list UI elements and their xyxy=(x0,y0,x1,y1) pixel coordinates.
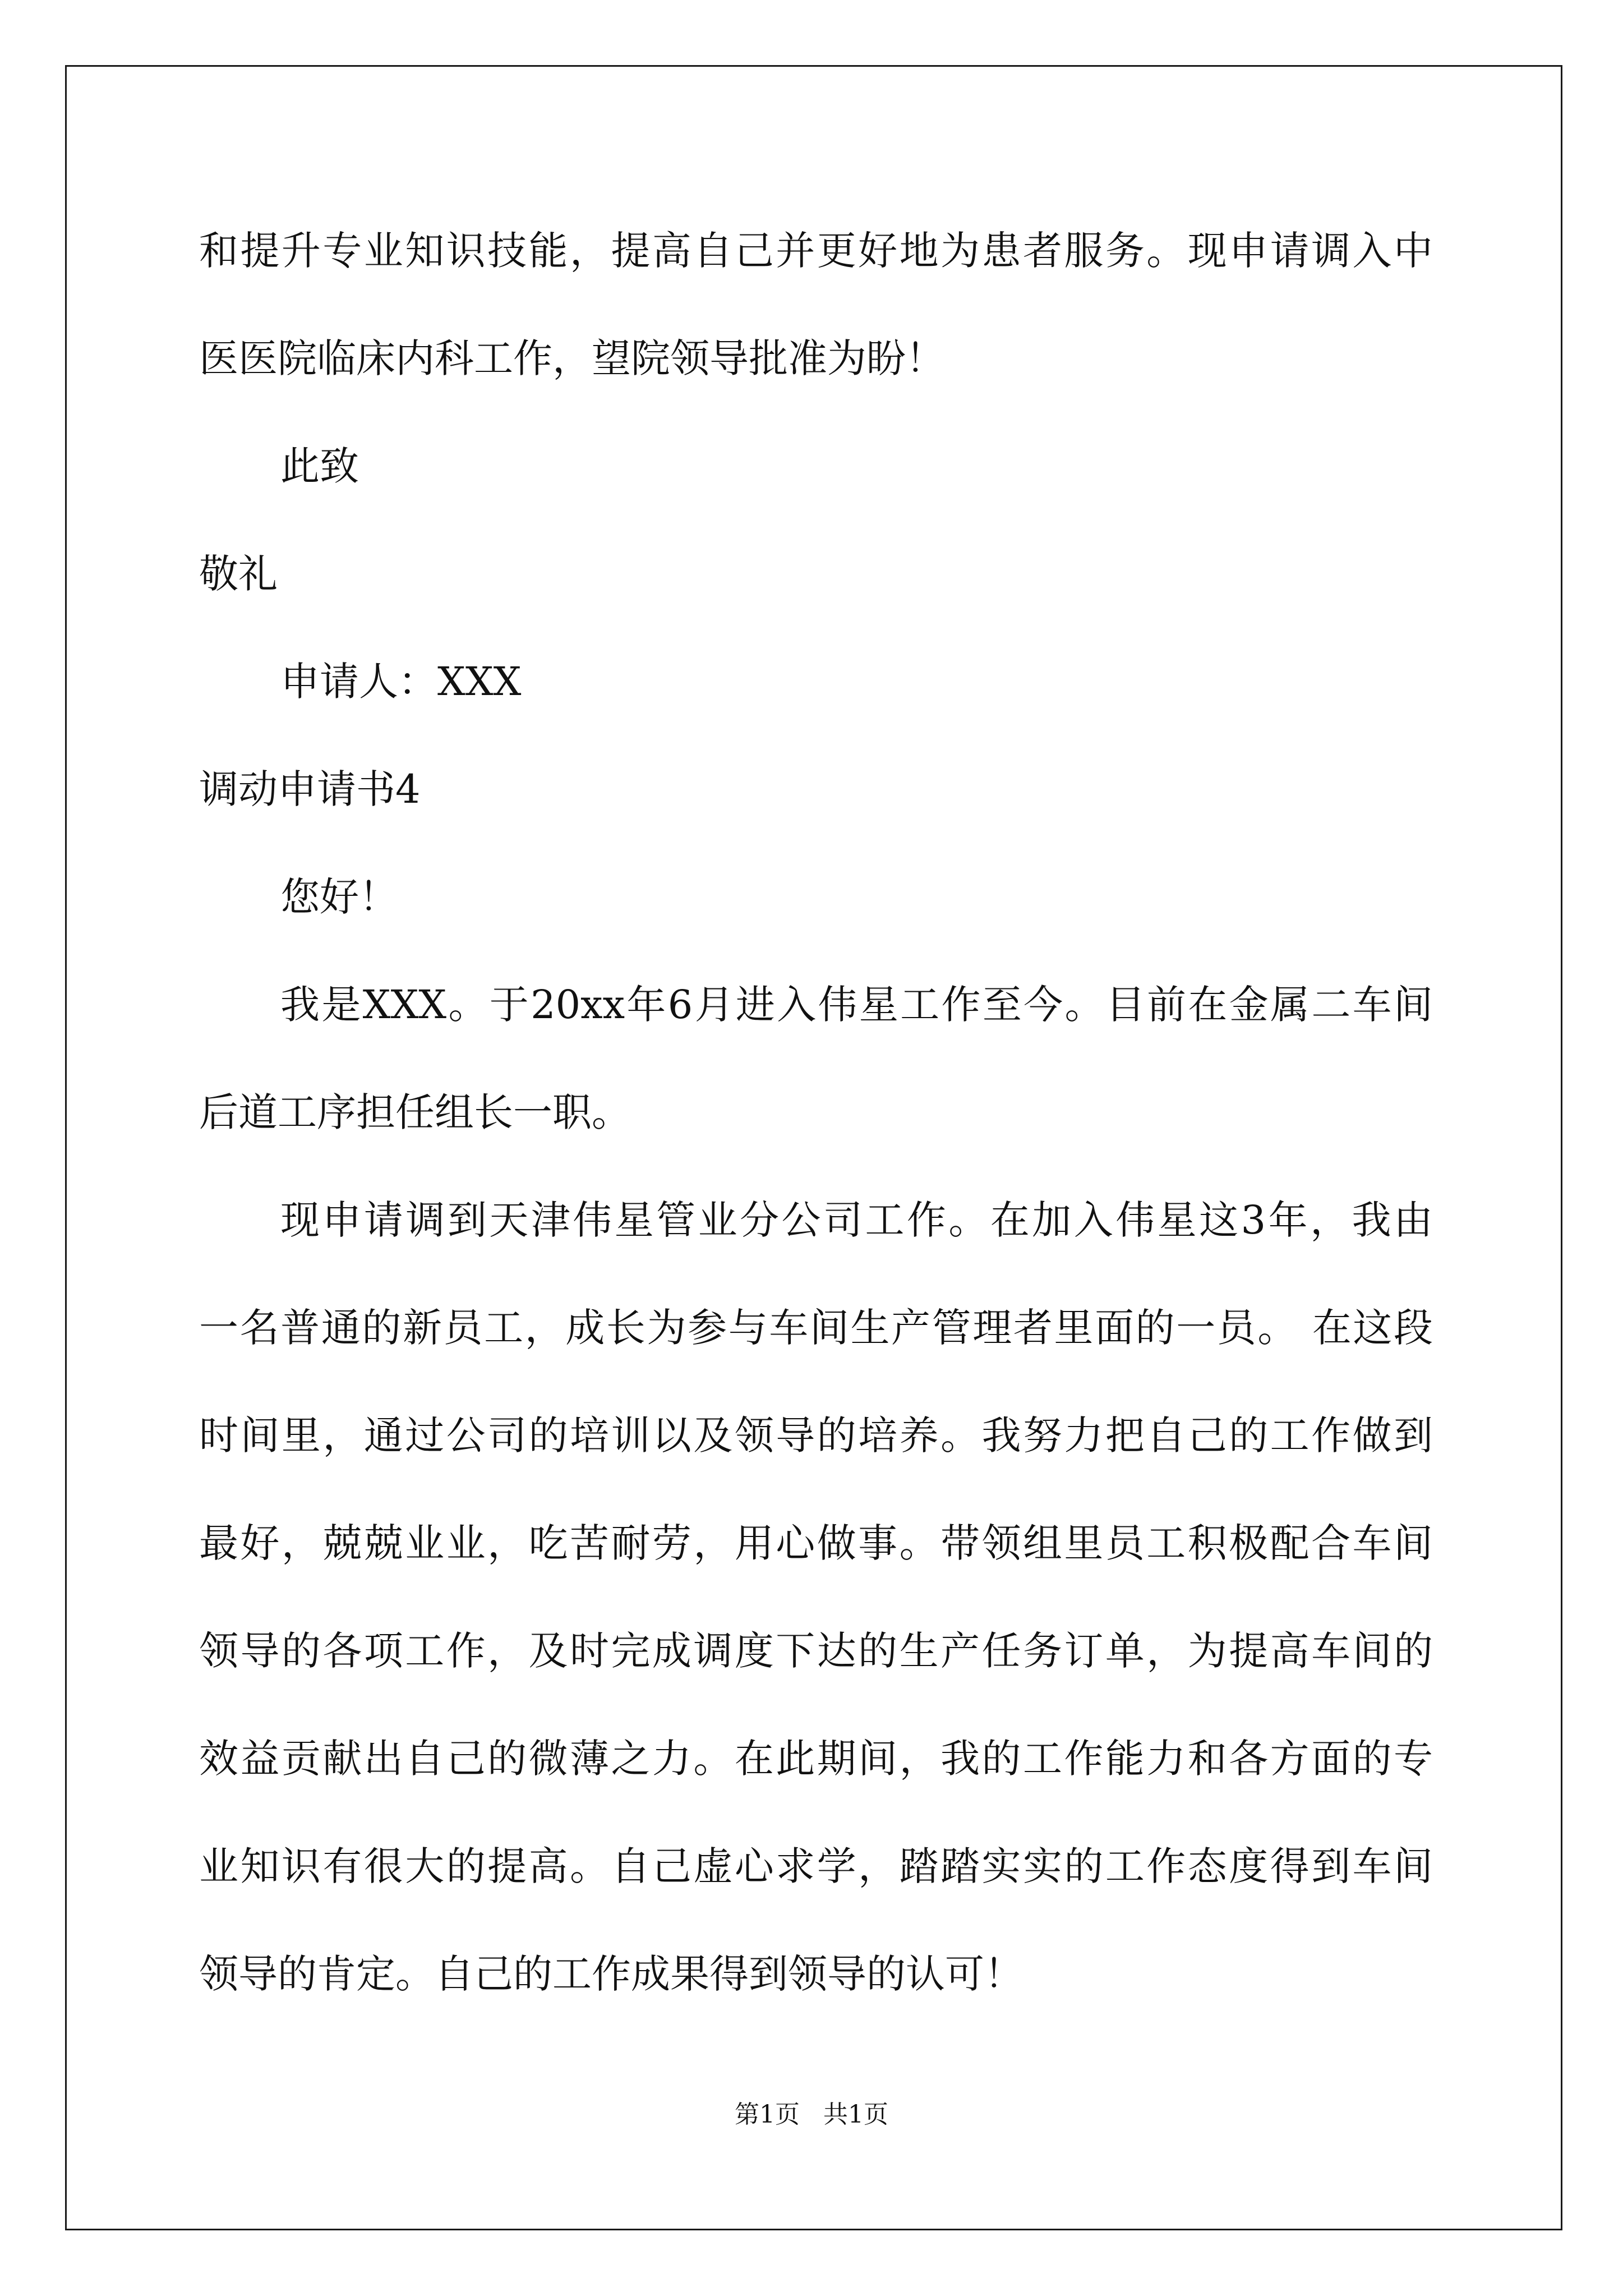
paragraph-line: 业知识有很大的提高。自己虚心求学，踏踏实实的工作态度得到车间 xyxy=(199,1843,1433,1889)
paragraph-line: 我是XXX。于20xx年6月进入伟星工作至今。目前在金属二车间 xyxy=(280,982,1433,1028)
section-title: 调动申请书4 xyxy=(199,766,421,812)
paragraph-line: 医医院临床内科工作，望院领导批准为盼！ xyxy=(199,335,945,381)
applicant-signature: 申请人：XXX xyxy=(280,659,522,705)
paragraph-line: 领导的各项工作，及时完成调度下达的生产任务订单，为提高车间的 xyxy=(199,1628,1433,1674)
paragraph-line: 时间里，通过公司的培训以及领导的培养。我努力把自己的工作做到 xyxy=(199,1412,1433,1458)
paragraph-line: 后道工序担任组长一职。 xyxy=(199,1089,631,1135)
paragraph-line: 和提升专业知识技能，提高自己并更好地为患者服务。现申请调入中 xyxy=(199,228,1433,274)
paragraph-line: 现申请调到天津伟星管业分公司工作。在加入伟星这3年，我由 xyxy=(280,1197,1433,1243)
paragraph-line: 一名普通的新员工，成长为参与车间生产管理者里面的一员。 在这段 xyxy=(199,1305,1433,1351)
page-number-footer: 第1页 共1页 xyxy=(735,2100,888,2129)
paragraph-line: 效益贡献出自己的微薄之力。在此期间，我的工作能力和各方面的专 xyxy=(199,1736,1433,1782)
greeting: 您好！ xyxy=(280,874,398,920)
page-border xyxy=(65,65,1562,2230)
paragraph-line: 最好，兢兢业业，吃苦耐劳，用心做事。带领组里员工积极配合车间 xyxy=(199,1520,1433,1566)
paragraph-line: 领导的肯定。自己的工作成果得到领导的认可！ xyxy=(199,1951,1023,1997)
closing-salutation: 此致 xyxy=(280,443,359,489)
closing-respect: 敬礼 xyxy=(199,551,278,597)
